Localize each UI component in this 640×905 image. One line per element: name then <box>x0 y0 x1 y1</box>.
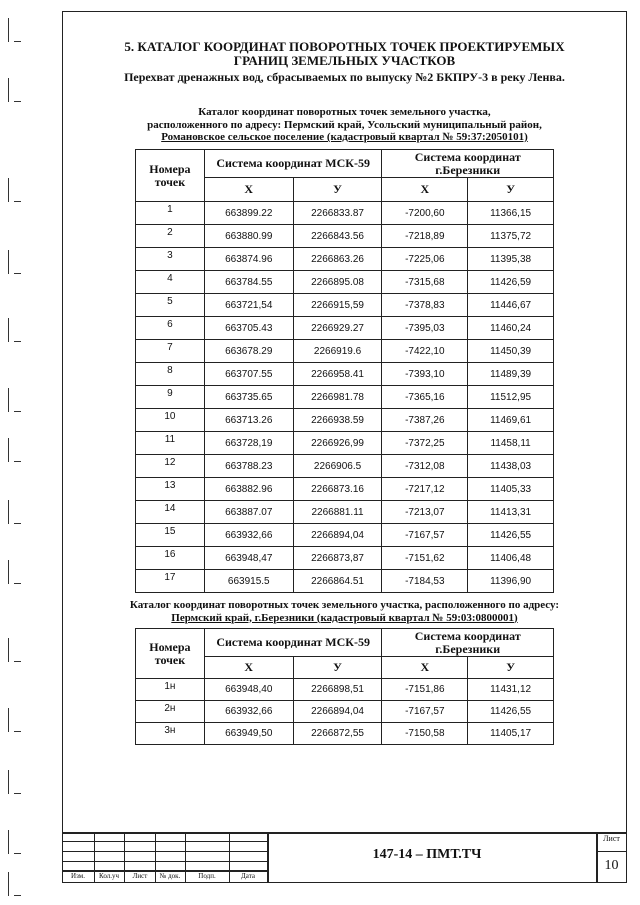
point-number-cell: 3н <box>136 723 205 745</box>
msk-y-cell: 2266872,55 <box>293 723 382 745</box>
msk-y-cell: 2266938.59 <box>293 409 382 432</box>
local-y-cell: 11395,38 <box>468 248 554 271</box>
local-y-cell: 11396,90 <box>468 570 554 593</box>
margin-mark <box>8 830 21 854</box>
margin-mark <box>8 318 21 342</box>
msk-y-cell: 2266981.78 <box>293 386 382 409</box>
local-y-cell: 11489,39 <box>468 363 554 386</box>
local-y-cell: 11450,39 <box>468 340 554 363</box>
stamp-label-sheet: Лист <box>132 872 148 880</box>
table-row <box>136 386 554 409</box>
sheet-label: Лист <box>603 834 620 843</box>
point-number-cell: 9 <box>136 386 205 409</box>
local-x-cell: -7378,83 <box>382 294 468 317</box>
msk-x-cell: 663784.55 <box>204 271 293 294</box>
local-y-cell: 11413,31 <box>468 501 554 524</box>
point-number-cell: 1н <box>136 679 205 701</box>
msk-x-cell: 663707.55 <box>204 363 293 386</box>
catalog1-caption <box>62 106 627 144</box>
local-x-cell: -7217,12 <box>382 478 468 501</box>
margin-mark <box>8 388 21 412</box>
msk-x-cell: 663735.65 <box>204 386 293 409</box>
margin-mark <box>8 872 21 896</box>
msk-x-cell: 663713.26 <box>204 409 293 432</box>
margin-mark <box>8 78 21 102</box>
point-number-cell: 10 <box>136 409 205 432</box>
msk-x-cell: 663678.29 <box>204 340 293 363</box>
page-title-line2: ГРАНИЦ ЗЕМЕЛЬНЫХ УЧАСТКОВ <box>233 53 456 68</box>
margin-mark <box>8 770 21 794</box>
sheet-number: 10 <box>604 858 619 873</box>
point-number-cell: 1 <box>136 202 205 225</box>
msk-x-cell: 663874.96 <box>204 248 293 271</box>
table-row <box>136 478 554 501</box>
stamp-label-change: Изм. <box>71 872 85 880</box>
catalog1-table <box>135 149 554 593</box>
msk-y-cell: 2266919.6 <box>293 340 382 363</box>
margin-mark <box>8 250 21 274</box>
local-y-cell: 11431,12 <box>468 679 554 701</box>
msk-y-cell: 2266843.56 <box>293 225 382 248</box>
local-x-cell: -7372,25 <box>382 432 468 455</box>
margin-mark <box>8 500 21 524</box>
msk-y-cell: 2266958.41 <box>293 363 382 386</box>
table-row <box>136 501 554 524</box>
point-number-cell: 4 <box>136 271 205 294</box>
stamp-label-sign: Подп. <box>198 872 216 880</box>
local-x-cell: -7365,16 <box>382 386 468 409</box>
point-number-cell: 2 <box>136 225 205 248</box>
stamp-label-doc: № док. <box>159 872 181 880</box>
msk-x-cell: 663932,66 <box>204 524 293 547</box>
margin-mark <box>8 18 21 42</box>
header-msk59: Система координат МСК-59 <box>204 150 382 178</box>
local-y-cell: 11405,17 <box>468 723 554 745</box>
local-x-cell: -7167,57 <box>382 701 468 723</box>
catalog1-caption-line3: Романовское сельское поселение (кадастровый квартал № 59:37:2050101) <box>161 131 528 143</box>
point-number-cell: 16 <box>136 547 205 570</box>
table-row <box>136 679 554 701</box>
catalog2-table <box>135 628 554 745</box>
margin-mark <box>8 638 21 662</box>
msk-x-cell: 663728,19 <box>204 432 293 455</box>
local-y-cell: 11469,61 <box>468 409 554 432</box>
table-row <box>136 455 554 478</box>
catalog1-caption-line1: Каталог координат поворотных точек земельного участка, <box>198 106 491 118</box>
local-y-cell: 11512,95 <box>468 386 554 409</box>
msk-y-cell: 2266906.5 <box>293 455 382 478</box>
local-y-cell: 11406,48 <box>468 547 554 570</box>
table-row <box>136 570 554 593</box>
margin-mark <box>8 708 21 732</box>
table-row <box>136 363 554 386</box>
table-row <box>136 409 554 432</box>
msk-y-cell: 2266873.16 <box>293 478 382 501</box>
catalog1-rows <box>136 202 554 593</box>
point-number-cell: 6 <box>136 317 205 340</box>
table-row <box>136 225 554 248</box>
page-subtitle: Перехват дренажных вод, сбрасываемых по выпуску №2 БКПРУ-3 в реку Ленва. <box>124 70 565 84</box>
table-row <box>136 723 554 745</box>
msk-y-cell: 2266863.26 <box>293 248 382 271</box>
table-row <box>136 340 554 363</box>
local-x-cell: -7167,57 <box>382 524 468 547</box>
header-local-x: Х <box>382 178 468 202</box>
table-row <box>136 248 554 271</box>
point-number-cell: 3 <box>136 248 205 271</box>
local-y-cell: 11460,24 <box>468 317 554 340</box>
margin-mark <box>8 178 21 202</box>
msk-x-cell: 663705.43 <box>204 317 293 340</box>
margin-mark <box>8 560 21 584</box>
msk-x-cell: 663880.99 <box>204 225 293 248</box>
header-points: Номера точек <box>136 629 205 679</box>
header-x: Х <box>204 178 293 202</box>
msk-x-cell: 663882.96 <box>204 478 293 501</box>
catalog2-rows <box>136 679 554 745</box>
msk-y-cell: 2266929.27 <box>293 317 382 340</box>
local-y-cell: 11426,59 <box>468 271 554 294</box>
catalog1-caption-line2: расположенного по адресу: Пермский край, Усольский муниципальный район, <box>147 118 542 131</box>
msk-x-cell: 663721,54 <box>204 294 293 317</box>
stamp-label-date: Дата <box>241 872 255 880</box>
msk-x-cell: 663948,47 <box>204 547 293 570</box>
point-number-cell: 2н <box>136 701 205 723</box>
local-x-cell: -7422,10 <box>382 340 468 363</box>
header-msk59: Система координат МСК-59 <box>204 629 382 657</box>
msk-y-cell: 2266864.51 <box>293 570 382 593</box>
table-row <box>136 294 554 317</box>
msk-y-cell: 2266895.08 <box>293 271 382 294</box>
point-number-cell: 14 <box>136 501 205 524</box>
point-number-cell: 8 <box>136 363 205 386</box>
table-row <box>136 547 554 570</box>
msk-y-cell: 2266833.87 <box>293 202 382 225</box>
local-y-cell: 11426,55 <box>468 701 554 723</box>
msk-y-cell: 2266894,04 <box>293 524 382 547</box>
msk-y-cell: 2266915,59 <box>293 294 382 317</box>
point-number-cell: 5 <box>136 294 205 317</box>
local-x-cell: -7387,26 <box>382 409 468 432</box>
msk-x-cell: 663887.07 <box>204 501 293 524</box>
header-y: У <box>293 178 382 202</box>
msk-x-cell: 663949,50 <box>204 723 293 745</box>
title-block <box>62 832 627 883</box>
catalog2-caption <box>62 599 627 624</box>
local-x-cell: -7151,86 <box>382 679 468 701</box>
msk-y-cell: 2266873,87 <box>293 547 382 570</box>
table-row <box>136 317 554 340</box>
msk-x-cell: 663915.5 <box>204 570 293 593</box>
point-number-cell: 15 <box>136 524 205 547</box>
document-code: 147-14 – ПМТ.ТЧ <box>372 847 482 862</box>
point-number-cell: 11 <box>136 432 205 455</box>
local-x-cell: -7184,53 <box>382 570 468 593</box>
header-y: У <box>293 657 382 679</box>
local-x-cell: -7200,60 <box>382 202 468 225</box>
table-row <box>136 202 554 225</box>
table-row <box>136 701 554 723</box>
local-y-cell: 11426,55 <box>468 524 554 547</box>
msk-x-cell: 663788.23 <box>204 455 293 478</box>
local-x-cell: -7225,06 <box>382 248 468 271</box>
local-y-cell: 11375,72 <box>468 225 554 248</box>
catalog2-caption-line1: Каталог координат поворотных точек земельного участка, расположенного по адресу: <box>129 599 560 611</box>
point-number-cell: 17 <box>136 570 205 593</box>
catalog2-caption-line2: Пермский край, г.Березники (кадастровый квартал № 59:03:0800001) <box>171 611 518 624</box>
table-row <box>136 432 554 455</box>
local-x-cell: -7218,89 <box>382 225 468 248</box>
header-x: Х <box>204 657 293 679</box>
point-number-cell: 13 <box>136 478 205 501</box>
local-x-cell: -7213,07 <box>382 501 468 524</box>
local-y-cell: 11438,03 <box>468 455 554 478</box>
header-local-system: Система координат г.Березники <box>382 150 554 178</box>
local-x-cell: -7312,08 <box>382 455 468 478</box>
header-local-y: У <box>468 657 554 679</box>
point-number-cell: 12 <box>136 455 205 478</box>
local-x-cell: -7393,10 <box>382 363 468 386</box>
local-y-cell: 11458,11 <box>468 432 554 455</box>
local-x-cell: -7150,58 <box>382 723 468 745</box>
msk-y-cell: 2266898,51 <box>293 679 382 701</box>
table-row <box>136 524 554 547</box>
header-local-x: Х <box>382 657 468 679</box>
header-local-system: Система координат г.Березники <box>382 629 554 657</box>
stamp-label-count: Кол.уч <box>99 872 119 880</box>
header-local-y: У <box>468 178 554 202</box>
local-x-cell: -7151,62 <box>382 547 468 570</box>
msk-x-cell: 663899.22 <box>204 202 293 225</box>
msk-y-cell: 2266926,99 <box>293 432 382 455</box>
table-row <box>136 271 554 294</box>
page-title-line1: 5. КАТАЛОГ КООРДИНАТ ПОВОРОТНЫХ ТОЧЕК ПРОЕКТИРУЕМЫХ <box>124 39 565 54</box>
header-points: Номера точек <box>136 150 205 202</box>
local-y-cell: 11446,67 <box>468 294 554 317</box>
msk-x-cell: 663932,66 <box>204 701 293 723</box>
margin-mark <box>8 438 21 462</box>
local-x-cell: -7315,68 <box>382 271 468 294</box>
msk-y-cell: 2266894,04 <box>293 701 382 723</box>
local-y-cell: 11405,33 <box>468 478 554 501</box>
local-x-cell: -7395,03 <box>382 317 468 340</box>
msk-y-cell: 2266881.11 <box>293 501 382 524</box>
point-number-cell: 7 <box>136 340 205 363</box>
local-y-cell: 11366,15 <box>468 202 554 225</box>
msk-x-cell: 663948,40 <box>204 679 293 701</box>
